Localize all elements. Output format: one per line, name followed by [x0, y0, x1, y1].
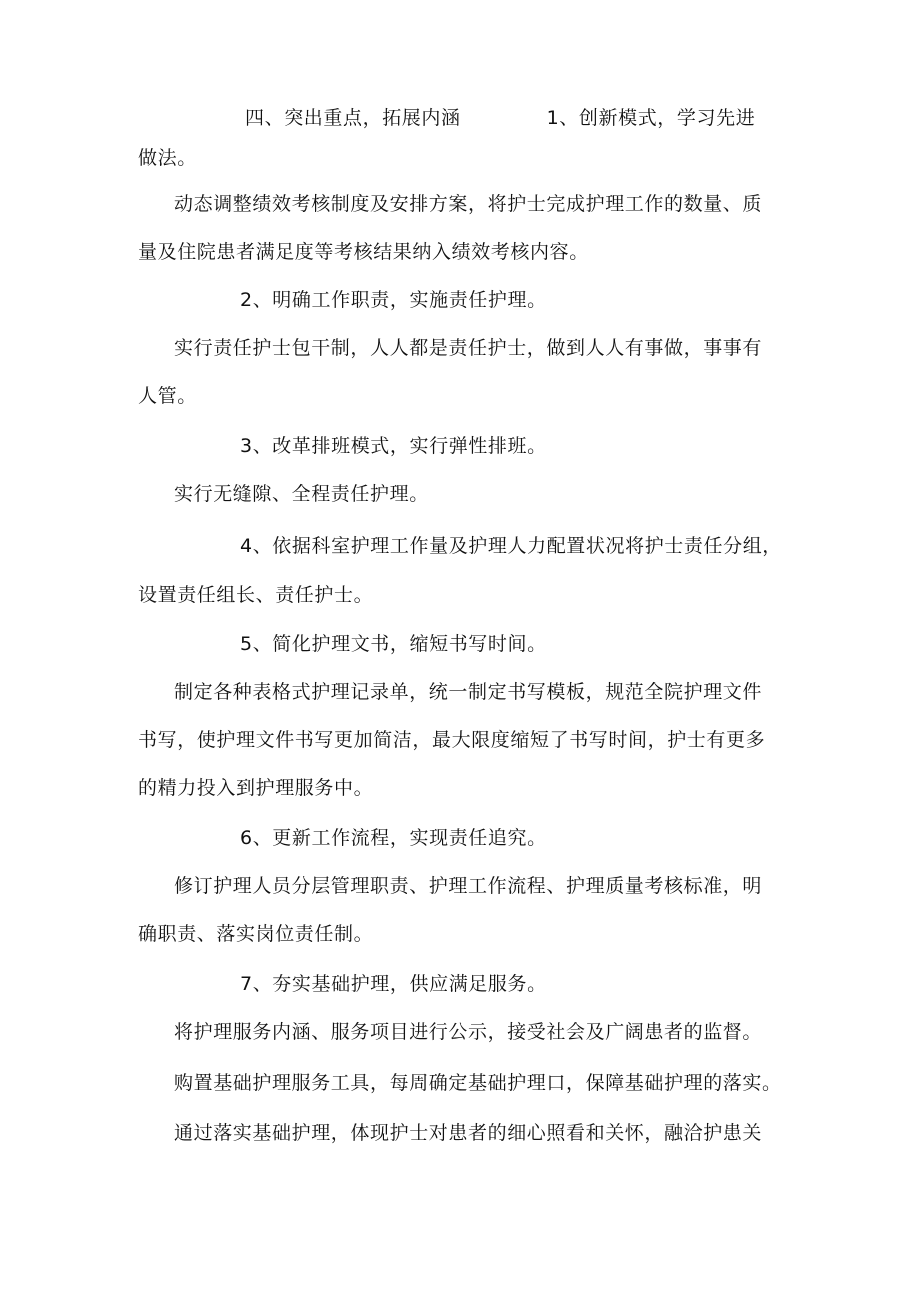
paragraph-5-line-3: 的精力投入到护理服务中。	[138, 777, 374, 799]
paragraph-1-line-1: 动态调整绩效考核制度及安排方案，将护士完成护理工作的数量、质	[174, 193, 763, 215]
paragraph-7-line-2: 购置基础护理服务工具，每周确定基础护理口，保障基础护理的落实。	[174, 1072, 782, 1094]
item-1-heading: 1、创新模式，学习先进	[546, 107, 756, 129]
item-7-heading: 7、夯实基础护理，供应满足服务。	[240, 973, 547, 995]
paragraph-7-line-3: 通过落实基础护理，体现护士对患者的细心照看和关怀，融洽护患关	[174, 1122, 763, 1144]
item-3-heading: 3、改革排班模式，实行弹性排班。	[240, 435, 547, 457]
paragraph-3-line-1: 实行无缝隙、全程责任护理。	[174, 483, 429, 505]
paragraph-2-line-2: 人管。	[138, 385, 197, 407]
item-6-heading: 6、更新工作流程，实现责任追究。	[240, 827, 547, 849]
paragraph-6-line-2: 确职责、落实岗位责任制。	[138, 923, 374, 945]
item-4-heading-line-1: 4、依据科室护理工作量及护理人力配置状况将护士责任分组，	[240, 535, 782, 557]
paragraph-1-line-2: 量及住院患者满足度等考核结果纳入绩效考核内容。	[138, 241, 589, 263]
item-4-heading-line-2: 设置责任组长、责任护士。	[138, 584, 374, 606]
section-heading: 四、突出重点，拓展内涵	[245, 107, 461, 129]
item-5-heading: 5、简化护理文书，缩短书写时间。	[240, 633, 547, 655]
section-heading-line	[245, 106, 755, 130]
item-1-heading-continued: 做法。	[138, 147, 197, 169]
paragraph-6-line-1: 修订护理人员分层管理职责、护理工作流程、护理质量考核标准，明	[174, 875, 763, 897]
paragraph-5-line-2: 书写，使护理文件书写更加简洁，最大限度缩短了书写时间，护士有更多	[138, 729, 766, 751]
paragraph-5-line-1: 制定各种表格式护理记录单，统一制定书写模板，规范全院护理文件	[174, 681, 763, 703]
paragraph-7-line-1: 将护理服务内涵、服务项目进行公示，接受社会及广阔患者的监督。	[174, 1021, 763, 1043]
item-2-heading: 2、明确工作职责，实施责任护理。	[240, 289, 547, 311]
paragraph-2-line-1: 实行责任护士包干制，人人都是责任护士，做到人人有事做，事事有	[174, 337, 763, 359]
